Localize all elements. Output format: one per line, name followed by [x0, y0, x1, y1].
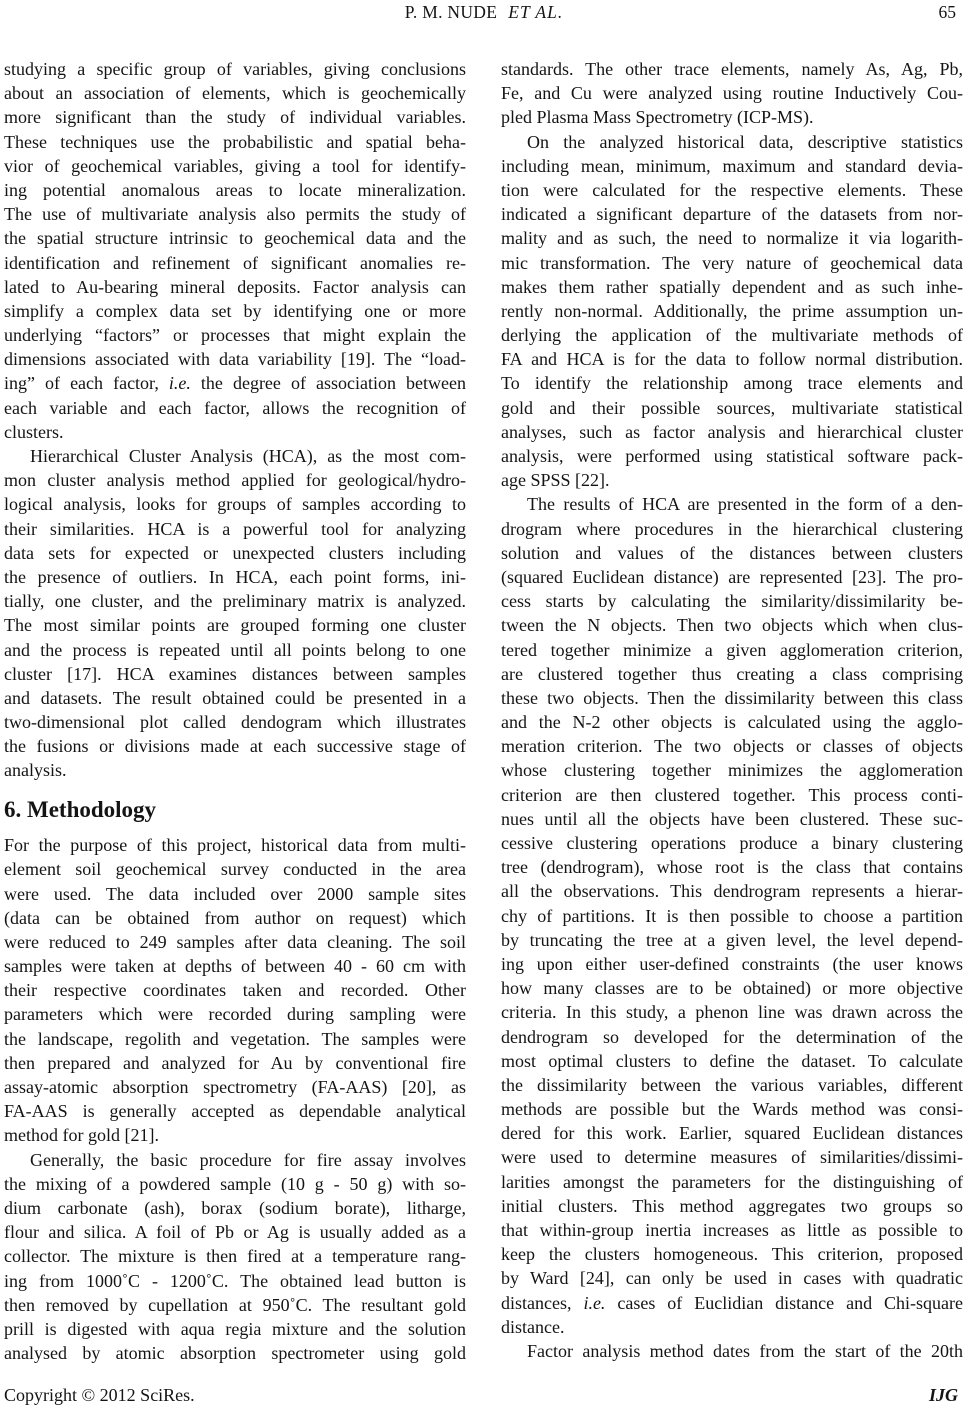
- text-line: the fusions or divisions made at each successive stage of: [4, 736, 466, 757]
- text-line: the presence of outliers. In HCA, each point forms, ini-: [4, 566, 466, 587]
- text-line: rently non-normal. Additionally, the prime assumption un-: [501, 300, 963, 321]
- right-column: [501, 57, 963, 1365]
- text-line: These techniques use the probabilistic and spatial beha-: [4, 131, 466, 152]
- text-line: dendrogram so developed for the determination of the: [501, 1026, 963, 1047]
- paragraph: [501, 492, 963, 1339]
- text-line: tered together minimize a given agglomeration criterion,: [501, 639, 963, 660]
- text-line: and the N-2 other objects is calculated using the agglo-: [501, 712, 963, 733]
- text-line: Generally, the basic procedure for fire assay involves: [30, 1149, 466, 1170]
- text-line: On the analyzed historical data, descriptive statistics: [527, 131, 963, 152]
- text-line: how many classes are to be obtained) or more objective: [501, 978, 963, 999]
- text-line: keep the clusters homogeneous. This criterion, proposed: [501, 1244, 963, 1265]
- text-line: clusters.: [4, 421, 64, 442]
- text-line: lated to Au-bearing mineral deposits. Factor analysis can: [4, 276, 466, 297]
- text-line: collector. The mixture is then fired at a temperature rang-: [4, 1246, 466, 1267]
- text-line: age SPSS [22].: [501, 470, 610, 491]
- text-line: criteria. In this study, a phenon line was drawn across the: [501, 1002, 963, 1023]
- text-line: the dissimilarity between the various variables, different: [501, 1074, 963, 1095]
- text-line: the spatial structure intrinsic to geochemical data and the: [4, 228, 466, 249]
- text-line: were reduced to 249 samples after data cleaning. The soil: [4, 931, 466, 952]
- text-line: all the observations. This dendrogram represents a hierar-: [501, 881, 963, 902]
- text-line: criterion are then clustered together. This process conti-: [501, 784, 963, 805]
- text-line: FA and HCA is for the data to follow normal distribution.: [501, 349, 963, 370]
- paragraph: [4, 444, 466, 783]
- text-line: prill is digested with aqua regia mixture and the solution: [4, 1318, 466, 1339]
- text-line: distance.: [501, 1316, 565, 1337]
- text-line: drogram where procedures in the hierarchical clustering: [501, 518, 963, 539]
- text-line: mon cluster analysis method applied for geological/hydro-: [4, 470, 466, 491]
- text-line: method for gold [21].: [4, 1125, 159, 1146]
- text-line: analyses, such as factor analysis and hierarchical cluster: [501, 421, 963, 442]
- text-line: two-dimensional plot called dendogram which illustrates: [4, 712, 466, 733]
- running-head-authors: P. M. NUDE: [404, 2, 498, 22]
- text-line: studying a specific group of variables, giving conclusions: [4, 59, 466, 79]
- text-line: tree (dendrogram), whose root is the class that contains: [501, 857, 963, 878]
- copyright-notice: Copyright © 2012 SciRes.: [4, 1385, 195, 1405]
- text-line: element soil geochemical survey conducted in the area: [4, 859, 466, 880]
- text-line: analysis.: [4, 760, 67, 781]
- text-line: solution and values of the distances between clusters: [501, 542, 963, 563]
- running-head-etal: ET AL.: [508, 2, 564, 22]
- text-line: the landscape, regolith and vegetation. The samples were: [4, 1028, 466, 1049]
- text-line: analysed by atomic absorption spectrometer using gold: [4, 1343, 466, 1364]
- text-line: about an association of elements, which is geochemically: [4, 83, 466, 104]
- paragraph: [501, 57, 963, 130]
- page-header: [0, 2, 968, 26]
- text-line: indicated a significant departure of the datasets from nor-: [501, 204, 963, 225]
- text-line: logical analysis, looks for groups of samples according to: [4, 494, 466, 515]
- text-line: that within-group inertia increases as little as possible to: [501, 1220, 963, 1240]
- page-number: 65: [938, 2, 956, 22]
- paragraph: [4, 57, 466, 444]
- text-line: their respective coordinates taken and recorded. Other: [4, 980, 466, 1001]
- text-line: whose clustering together minimizes the agglomeration: [501, 760, 963, 781]
- text-line: methods are possible but the Wards method was consi-: [501, 1099, 963, 1120]
- text-line: standards. The other trace elements, namely As, Ag, Pb,: [501, 59, 963, 79]
- text-line: parameters which were recorded during sampling were: [4, 1004, 466, 1025]
- text-line: by truncating the tree at a given level, the level depend-: [501, 929, 963, 950]
- text-line: simplify a complex data set by identifying one or more: [4, 300, 466, 321]
- text-line: ing from 1000˚C - 1200˚C. The obtained lead button is: [4, 1270, 466, 1291]
- text-line: distances, i.e. cases of Euclidian distance and Chi-square: [501, 1292, 963, 1313]
- text-line: cluster [17]. HCA examines distances between samples: [4, 663, 466, 684]
- section-heading: 6. Methodology: [4, 796, 157, 822]
- text-line: cessive clustering operations produce a binary clustering: [501, 833, 963, 853]
- text-line: larities amongst the parameters for the distinguishing of: [501, 1171, 963, 1192]
- text-line: more significant than the study of individual variables.: [4, 107, 466, 128]
- text-line: data sets for expected or unexpected clusters including: [4, 542, 466, 563]
- text-line: dimensions associated with data variability [19]. The “load-: [4, 349, 466, 370]
- text-line: assay-atomic absorption spectrometry (FA-AAS) [20], as: [4, 1077, 466, 1097]
- text-line: (data can be obtained from author on request) which: [4, 907, 466, 928]
- text-line: tween the N objects. Then two objects which when clus-: [501, 615, 963, 636]
- text-line: Factor analysis method dates from the start of the 20th: [527, 1340, 963, 1361]
- text-line: mality and as such, the need to normalize it via logarith-: [501, 228, 963, 249]
- text-line: their similarities. HCA is a powerful tool for analyzing: [4, 518, 466, 539]
- paragraph: [4, 1148, 466, 1366]
- text-line: ing potential anomalous areas to locate mineralization.: [4, 179, 466, 200]
- text-line: are clustered together thus creating a class comprising: [501, 663, 963, 684]
- text-line: tially, one cluster, and the preliminary matrix is analyzed.: [4, 591, 466, 612]
- text-line: were used to determine measures of similarities/dissimi-: [501, 1147, 963, 1168]
- paragraph: [501, 1339, 963, 1363]
- text-line: Fe, and Cu were analyzed using routine Inductively Cou-: [501, 83, 963, 104]
- text-line: and datasets. The result obtained could be presented in a: [4, 687, 466, 708]
- text-line: these two objects. Then the dissimilarity between this class: [501, 687, 963, 708]
- text-line: ing” of each factor, i.e. the degree of association between: [4, 373, 466, 394]
- text-line: were used. The data included over 2000 sample sites: [4, 883, 466, 904]
- text-line: dered for this work. Earlier, squared Euclidean distances: [501, 1123, 963, 1144]
- text-line: The most similar points are grouped forming one cluster: [4, 615, 466, 636]
- text-line: by Ward [24], can only be used in cases with quadratic: [501, 1268, 963, 1289]
- text-line: most optimal clusters to define the dataset. To calculate: [501, 1050, 963, 1071]
- text-line: pled Plasma Mass Spectrometry (ICP-MS).: [501, 107, 814, 128]
- left-column: [4, 57, 466, 1365]
- text-line: each variable and each factor, allows the recognition of: [4, 397, 466, 418]
- text-line: then prepared and analyzed for Au by conventional fire: [4, 1052, 466, 1073]
- text-line: To identify the relationship among trace elements and: [501, 373, 963, 394]
- text-line: nues until all the objects have been clustered. These suc-: [501, 808, 963, 829]
- text-line: For the purpose of this project, historical data from multi-: [4, 835, 466, 856]
- text-line: including mean, minimum, maximum and standard devia-: [501, 155, 963, 176]
- text-line: then removed by cupellation at 950˚C. The resultant gold: [4, 1294, 466, 1315]
- text-line: mic transformation. The very nature of geochemical data: [501, 252, 963, 273]
- paragraph: [501, 130, 963, 493]
- text-line: meration criterion. The two objects or classes of objects: [501, 736, 963, 757]
- text-line: underlying “factors” or processes that might explain the: [4, 325, 466, 346]
- text-line: The results of HCA are presented in the form of a den-: [527, 494, 963, 515]
- text-line: vior of geochemical variables, giving a tool for identify-: [4, 155, 466, 176]
- text-line: tion were calculated for the respective elements. These: [501, 179, 963, 200]
- text-line: flour and silica. A foil of Pb or Ag is usually added as a: [4, 1222, 466, 1243]
- text-line: cess starts by calculating the similarity/dissimilarity be-: [501, 591, 963, 612]
- text-line: initial clusters. This method aggregates two groups so: [501, 1195, 963, 1216]
- text-line: gold and their possible sources, multivariate statistical: [501, 397, 963, 418]
- text-line: the mixing of a powdered sample (10 g - 50 g) with so-: [4, 1173, 466, 1194]
- text-line: ing upon either user-defined constraints (the user knows: [501, 953, 963, 974]
- page-footer: [4, 1385, 958, 1406]
- text-line: analysis, were performed using statistical software pack-: [501, 446, 963, 466]
- journal-abbreviation: IJG: [928, 1385, 958, 1405]
- text-line: The use of multivariate analysis also permits the study of: [4, 204, 466, 225]
- text-line: (squared Euclidean distance) are represented [23]. The pro-: [501, 566, 963, 587]
- text-line: identification and refinement of significant anomalies re-: [4, 252, 466, 273]
- text-line: samples were taken at depths of between 40 - 60 cm with: [4, 956, 466, 977]
- text-line: FA-AAS is generally accepted as dependable analytical: [4, 1101, 466, 1122]
- text-line: makes them rather spatially dependent and as such inhe-: [501, 276, 963, 297]
- text-line: derlying the application of the multivariate methods of: [501, 325, 963, 346]
- paragraph: [4, 833, 466, 1147]
- running-head: [0, 2, 968, 23]
- text-line: and the process is repeated until all points belong to one: [4, 639, 466, 660]
- article-body: [4, 57, 963, 1365]
- text-line: Hierarchical Cluster Analysis (HCA), as the most com-: [30, 446, 466, 466]
- text-line: chy of partitions. It is then possible to choose a partition: [501, 905, 963, 926]
- text-line: dium carbonate (ash), borax (sodium borate), litharge,: [4, 1197, 466, 1218]
